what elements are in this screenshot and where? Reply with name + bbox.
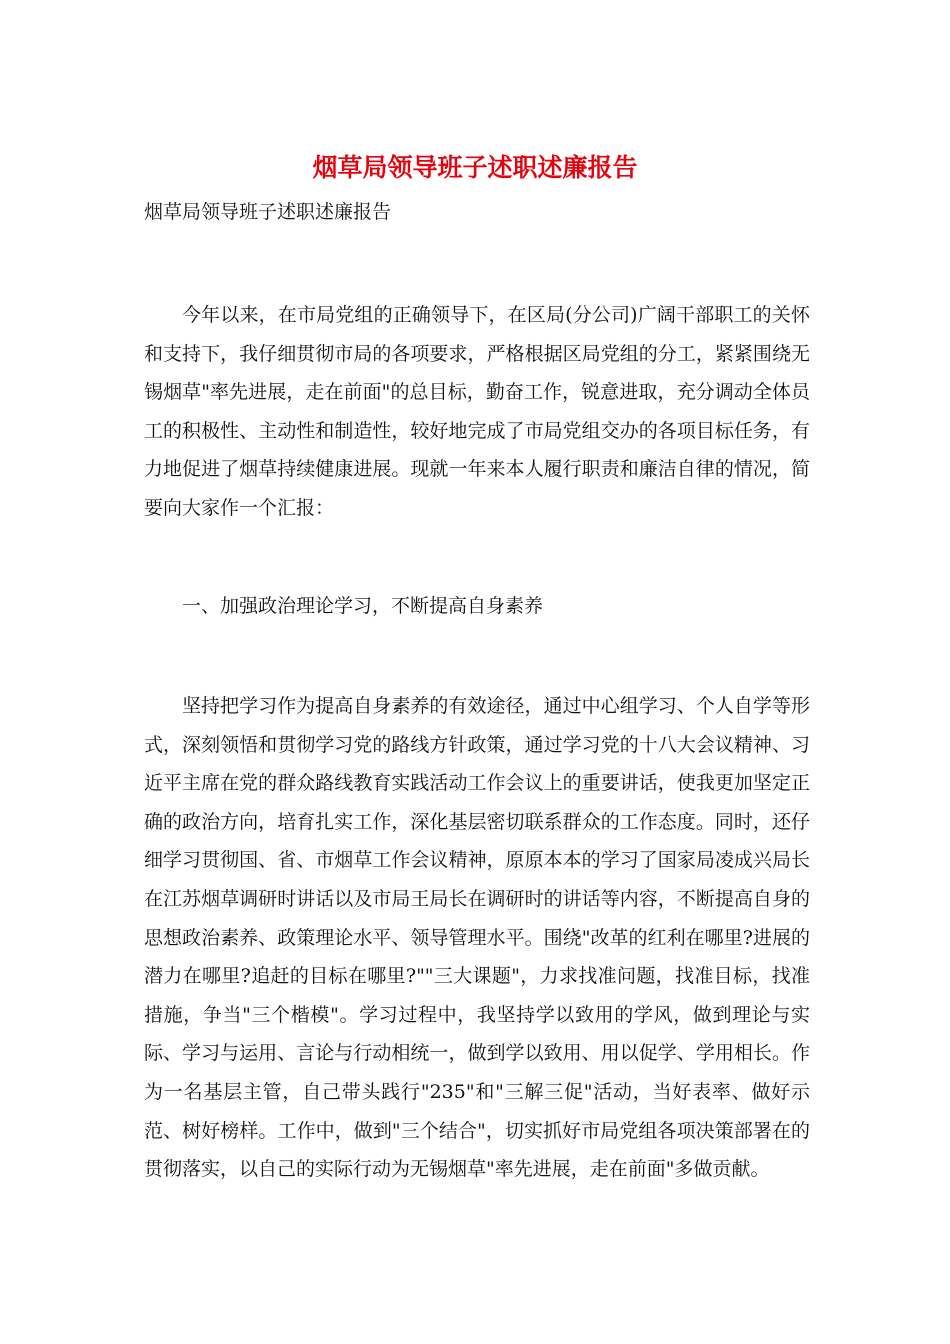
document-title: 烟草局领导班子述职述廉报告 <box>312 153 638 182</box>
section-heading: 一、加强政治理论学习，不断提高自身素养 <box>182 595 544 617</box>
intro-paragraph: 今年以来，在市局党组的正确领导下，在区局(分公司)广阔干部职工的关怀和支持下，我仔细贯彻市局的各项要求，严格根据区局党组的分工，紧紧围绕无锡烟草"率先进展，走在前面"的总目标，勤奋工作，锐意进取，充分调动全体员工的积极性、主动性和制造性，较好地完成了市局党组交办的各项目标任务，有力地促进了烟草持续健康进展。现就一年来本人履行职责和廉洁自律的情况，简要向大家作一个汇报： <box>144 304 810 519</box>
document-subtitle: 烟草局领导班子述职述廉报告 <box>144 201 392 223</box>
section-paragraph: 坚持把学习作为提高自身素养的有效途径，通过中心组学习、个人自学等形式，深刻领悟和贯彻学习党的路线方针政策，通过学习党的十八大会议精神、习近平主席在党的群众路线教育实践活动工作会议上的重要讲话，使我更加坚定正确的政治方向，培育扎实工作，深化基层密切联系群众的工作态度。同时，还仔细学习贯彻国、省、市烟草工作会议精神，原原本本的学习了国家局凌成兴局长在江苏烟草调研时讲话以及市局王局长在调研时的讲话等内容，不断提高自身的思想政治素养、政策理论水平、领导管理水平。围绕"改革的红利在哪里?进展的潜力在哪里?追赶的目标在哪里?""三大课题"，力求找准问题，找准目标，找准措施，争当"三个楷模"。学习过程中，我坚持学以致用的学风，做到理论与实际、学习与运用、言论与行动相统一，做到学以致用、用以促学、学用相长。作为一名基层主管，自己带头践行"235"和"三解三促"活动，当好表率、做好示范、树好榜样。工作中，做到"三个结合"，切实抓好市局党组各项决策部署在的贯彻落实，以自己的实际行动为无锡烟草"率先进展，走在前面"多做贡献。 <box>144 695 810 1181</box>
